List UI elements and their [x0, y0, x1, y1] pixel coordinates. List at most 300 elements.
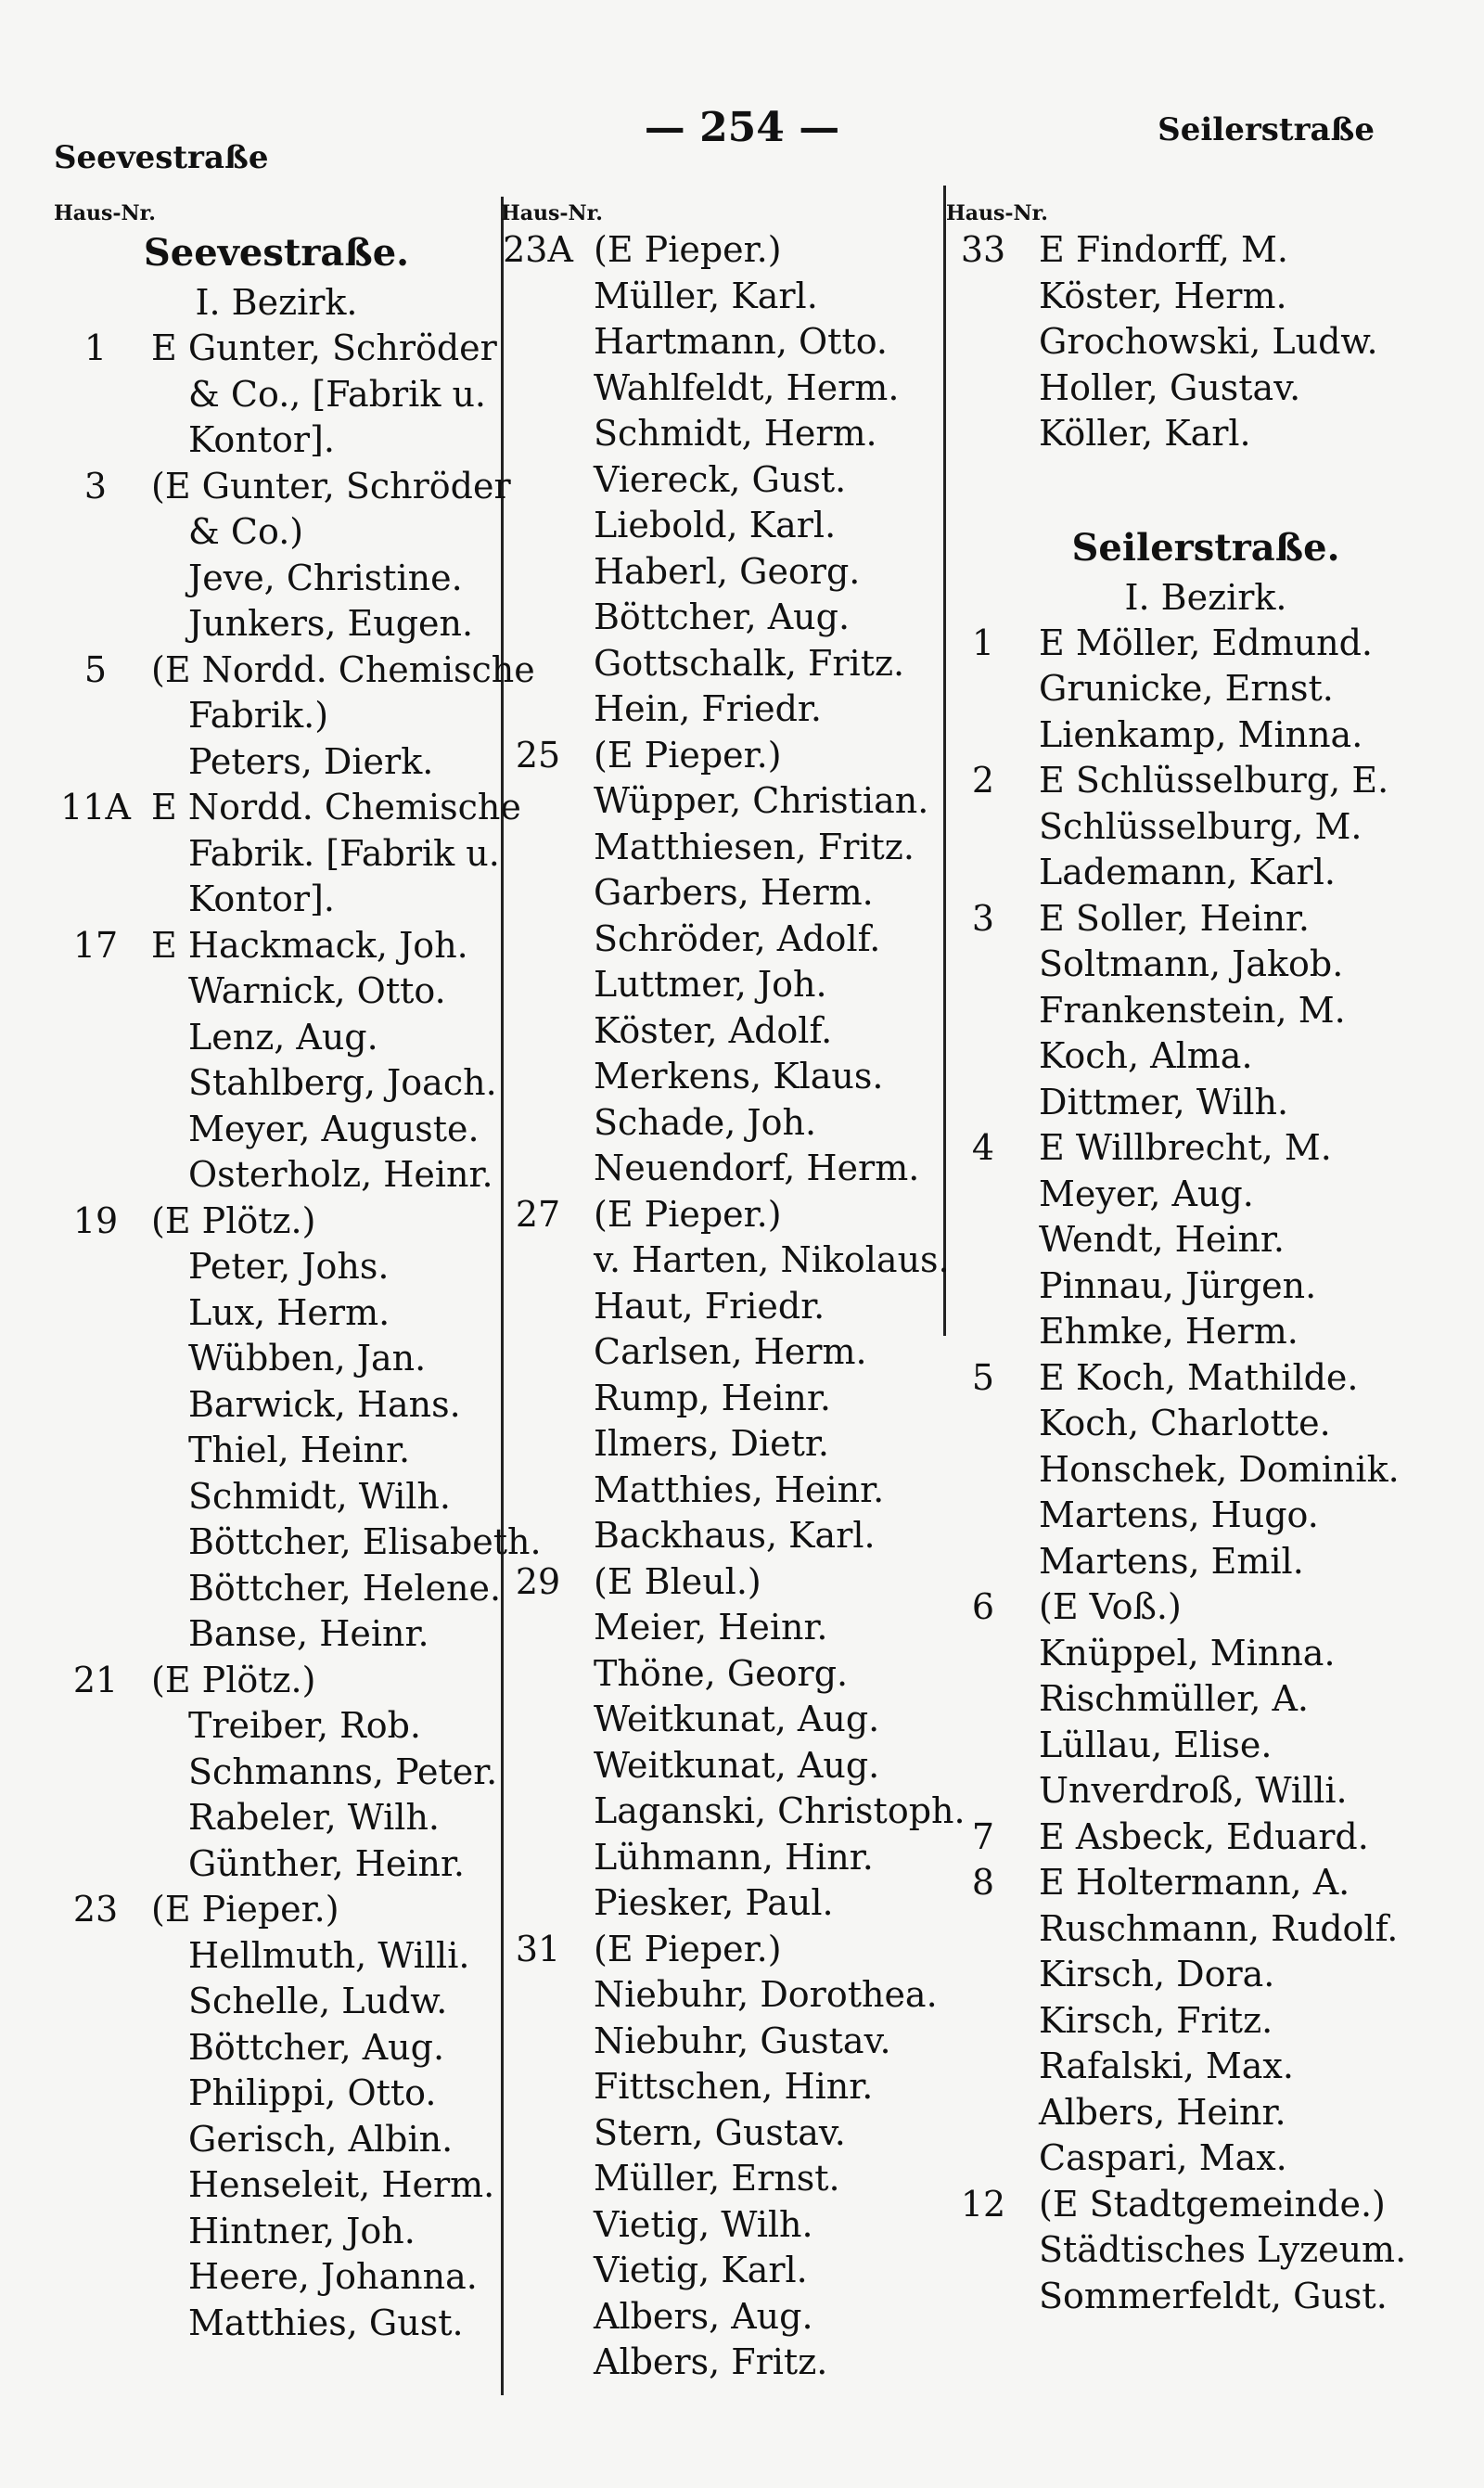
- entry-text: Ruschmann, Rudolf.: [1039, 1907, 1399, 1949]
- entry-text: Treiber, Rob.: [188, 1705, 422, 1746]
- resident-entry: [54, 1566, 502, 1612]
- house-number-label: Haus-Nr.: [501, 201, 603, 225]
- entry-text: & Co., [Fabrik u.: [188, 373, 486, 415]
- entry-text: Böttcher, Aug.: [594, 596, 851, 637]
- entry-text: Kontor].: [188, 419, 335, 460]
- entry-text: Stern, Gustav.: [594, 2111, 846, 2153]
- resident-entry: [501, 319, 941, 366]
- entry-text: Junkers, Eugen.: [188, 603, 474, 644]
- house-entry: [54, 1199, 499, 1245]
- entry-text: Lienkamp, Minna.: [1039, 713, 1363, 755]
- entry-text: Böttcher, Aug.: [188, 2026, 445, 2068]
- house-number: 6: [971, 1586, 995, 1627]
- entry-text: Carlsen, Herm.: [594, 1331, 867, 1372]
- house-entry: [54, 648, 535, 694]
- entry-text: Jeve, Christine.: [188, 557, 463, 598]
- entry-text: Laganski, Christoph.: [594, 1790, 966, 1831]
- resident-entry: [946, 1033, 1465, 1080]
- resident-entry: [54, 1611, 499, 1658]
- entry-text: Schmidt, Wilh.: [188, 1475, 451, 1517]
- entry-text: Kirsch, Fritz.: [1039, 1999, 1273, 2041]
- resident-entry: [501, 1146, 941, 1192]
- section-gap: [946, 457, 1465, 504]
- entry-text: E Holtermann, A.: [1039, 1862, 1350, 1903]
- house-entry: [501, 1927, 941, 1973]
- resident-entry: [501, 2156, 941, 2202]
- resident-entry: [501, 1238, 950, 1284]
- entry-text: Peters, Dierk.: [188, 740, 434, 782]
- resident-entry: [946, 666, 1465, 712]
- resident-entry: [501, 1651, 941, 1698]
- entry-text: Schmanns, Peter.: [188, 1751, 498, 1792]
- entry-text: Köster, Herm.: [1039, 275, 1287, 316]
- entry-text: E Gunter, Schröder: [151, 327, 497, 368]
- page-number: — 254 —: [644, 104, 840, 151]
- column-2: [501, 199, 966, 2386]
- resident-entry: [501, 1468, 941, 1514]
- entry-text: Fabrik. [Fabrik u.: [188, 832, 500, 874]
- entry-text: & Co.): [188, 511, 304, 552]
- resident-entry: [501, 1513, 941, 1559]
- house-number: 29: [515, 1560, 561, 1602]
- resident-entry: [501, 1743, 941, 1789]
- entry-text: Pinnau, Jürgen.: [1039, 1264, 1317, 1306]
- running-head-left: Seevestraße: [54, 139, 269, 176]
- entry-text: Grochowski, Ludw.: [1039, 321, 1378, 362]
- entry-text: Gottschalk, Fritz.: [594, 642, 905, 684]
- entry-text: Rischmüller, A.: [1039, 1678, 1309, 1719]
- entry-text: Koch, Alma.: [1039, 1035, 1253, 1076]
- entry-text: Stahlberg, Joach.: [188, 1062, 497, 1103]
- entry-text: Honschek, Dominik.: [1039, 1448, 1400, 1490]
- resident-entry: [946, 1080, 1465, 1126]
- resident-entry: [501, 1880, 941, 1927]
- resident-entry: [54, 372, 499, 418]
- entry-text: Meier, Heinr.: [594, 1607, 828, 1648]
- entry-text: Soltmann, Jakob.: [1039, 943, 1344, 984]
- resident-entry: [54, 417, 499, 464]
- entry-text: Matthies, Heinr.: [594, 1468, 885, 1510]
- resident-entry: [501, 2294, 941, 2341]
- house-number-label: Haus-Nr.: [54, 201, 156, 225]
- resident-entry: [946, 1631, 1465, 1677]
- house-entry: [946, 1860, 1465, 1906]
- entry-text: Vietig, Wilh.: [594, 2203, 813, 2245]
- resident-entry: [54, 1060, 499, 1107]
- house-number: 17: [72, 924, 119, 966]
- house-number: 27: [515, 1193, 561, 1235]
- resident-entry: [946, 1263, 1465, 1310]
- house-entry: [946, 227, 1465, 274]
- resident-entry: [946, 411, 1465, 457]
- house-number: 19: [72, 1199, 119, 1241]
- entry-text: Rafalski, Max.: [1039, 2046, 1294, 2086]
- entry-text: Matthies, Gust.: [188, 2302, 464, 2343]
- resident-entry: [54, 1428, 499, 1474]
- house-number: 2: [971, 760, 995, 801]
- resident-entry: [501, 641, 941, 687]
- entry-text: Böttcher, Helene.: [188, 1567, 502, 1609]
- entry-list: [501, 227, 966, 2386]
- entry-text: Wendt, Heinr.: [1039, 1219, 1285, 1260]
- entry-text: (E Pieper.): [594, 1928, 782, 1969]
- entry-text: Martens, Emil.: [1039, 1540, 1304, 1582]
- entry-text: (E Pieper.): [151, 1889, 339, 1930]
- entry-text: Vietig, Karl.: [594, 2250, 808, 2290]
- entry-text: Fabrik.): [188, 695, 329, 736]
- entry-text: Banse, Heinr.: [188, 1613, 429, 1654]
- entry-list: [946, 227, 1465, 457]
- entry-text: Rump, Heinr.: [594, 1377, 831, 1418]
- resident-entry: [501, 917, 941, 963]
- running-head-right: Seilerstraße: [1158, 111, 1375, 148]
- house-entry: [501, 733, 941, 779]
- entry-text: Lenz, Aug.: [188, 1016, 378, 1058]
- resident-entry: [501, 2340, 941, 2386]
- resident-entry: [501, 1697, 941, 1743]
- resident-entry: [946, 1493, 1465, 1539]
- resident-entry: [501, 1284, 941, 1330]
- entry-text: Weitkunat, Aug.: [594, 1744, 880, 1786]
- entry-text: Böttcher, Elisabeth.: [188, 1521, 542, 1562]
- resident-entry: [501, 2019, 941, 2065]
- resident-entry: [501, 2202, 941, 2249]
- entry-text: E Nordd. Chemische: [151, 787, 521, 827]
- resident-entry: [946, 2090, 1465, 2136]
- resident-entry: [54, 877, 499, 923]
- entry-text: Albers, Fritz.: [594, 2341, 828, 2382]
- house-number: 12: [960, 2183, 1006, 2225]
- house-number-label: Haus-Nr.: [946, 201, 1048, 225]
- entry-text: Niebuhr, Gustav.: [594, 2020, 891, 2061]
- resident-entry: [946, 1906, 1465, 1953]
- entry-text: E Willbrecht, M.: [1039, 1127, 1332, 1168]
- resident-entry: [501, 1421, 941, 1468]
- resident-entry: [946, 319, 1465, 366]
- entry-text: Kirsch, Dora.: [1039, 1954, 1275, 1994]
- resident-entry: [946, 1309, 1465, 1355]
- resident-entry: [501, 457, 941, 504]
- entry-text: Martens, Hugo.: [1039, 1494, 1319, 1535]
- resident-entry: [501, 825, 941, 871]
- house-number: 31: [515, 1928, 561, 1969]
- resident-entry: [54, 1382, 499, 1429]
- entry-text: Caspari, Max.: [1039, 2137, 1287, 2178]
- house-entry: [54, 785, 521, 831]
- resident-entry: [501, 962, 941, 1008]
- entry-text: Wahlfeldt, Herm.: [594, 366, 900, 408]
- entry-text: Müller, Ernst.: [594, 2158, 840, 2199]
- entry-text: Lühmann, Hinr.: [594, 1836, 874, 1878]
- house-number: 8: [971, 1862, 995, 1903]
- entry-text: Hellmuth, Willi.: [188, 1934, 470, 1976]
- resident-entry: [946, 804, 1465, 851]
- entry-text: Barwick, Hans.: [188, 1383, 461, 1425]
- house-entry: [946, 758, 1465, 804]
- resident-entry: [946, 850, 1465, 896]
- resident-entry: [54, 1795, 499, 1841]
- resident-entry: [54, 1107, 499, 1153]
- resident-entry: [54, 2209, 499, 2255]
- entry-text: Albers, Aug.: [594, 2295, 813, 2337]
- resident-entry: [501, 503, 941, 549]
- entry-text: Wüpper, Christian.: [594, 780, 929, 821]
- house-number: 33: [960, 229, 1006, 270]
- resident-entry: [946, 274, 1465, 320]
- resident-entry: [54, 2301, 499, 2347]
- house-entry: [501, 1192, 941, 1238]
- resident-entry: [501, 870, 941, 917]
- house-entry: [54, 1658, 499, 1704]
- resident-entry: [54, 739, 499, 786]
- entry-text: Garbers, Herm.: [594, 872, 874, 913]
- entry-text: Luttmer, Joh.: [594, 964, 827, 1005]
- resident-entry: [946, 1952, 1465, 1998]
- entry-text: Peter, Johs.: [188, 1246, 390, 1287]
- street-heading: Seevestraße.: [143, 231, 410, 275]
- resident-entry: [946, 1172, 1465, 1218]
- house-entry: [946, 1355, 1465, 1402]
- house-entry: [946, 1584, 1465, 1631]
- entry-text: Ehmke, Herm.: [1039, 1311, 1298, 1352]
- resident-entry: [501, 1605, 941, 1651]
- entry-text: Hartmann, Otto.: [594, 321, 889, 362]
- entry-text: Backhaus, Karl.: [594, 1515, 876, 1556]
- resident-entry: [54, 509, 499, 556]
- entry-text: Sommerfeldt, Gust.: [1039, 2275, 1388, 2316]
- house-entry: [501, 1559, 941, 1606]
- entry-list: [946, 621, 1465, 2320]
- resident-entry: [54, 1336, 499, 1382]
- resident-entry: [54, 1290, 499, 1337]
- entry-text: Dittmer, Wilh.: [1039, 1081, 1289, 1122]
- entry-text: Köster, Adolf.: [594, 1009, 833, 1051]
- house-entry: [54, 923, 499, 969]
- entry-text: (E Pieper.): [594, 229, 782, 270]
- house-number: 3: [971, 897, 995, 939]
- district-heading: I. Bezirk.: [195, 282, 358, 323]
- entry-text: (E Nordd. Chemische: [151, 648, 535, 690]
- resident-entry: [501, 1972, 941, 2019]
- entry-text: Schlüsselburg, M.: [1039, 805, 1362, 847]
- resident-entry: [54, 1933, 499, 1980]
- resident-entry: [946, 366, 1465, 412]
- house-number: 3: [83, 465, 108, 507]
- resident-entry: [946, 1217, 1465, 1263]
- resident-entry: [501, 778, 941, 825]
- house-entry: [54, 1887, 499, 1933]
- entry-text: Osterholz, Heinr.: [188, 1154, 493, 1195]
- resident-entry: [946, 1539, 1465, 1585]
- entry-text: Ilmers, Dietr.: [594, 1423, 829, 1464]
- page-header: [0, 0, 1484, 186]
- resident-entry: [54, 968, 499, 1015]
- house-entry: [946, 896, 1465, 943]
- entry-text: Hintner, Joh.: [188, 2210, 416, 2251]
- house-number: 25: [515, 734, 561, 776]
- entry-text: Holler, Gustav.: [1039, 366, 1301, 408]
- resident-entry: [946, 942, 1465, 988]
- entry-text: E Hackmack, Joh.: [151, 924, 468, 966]
- entry-text: (E Plötz.): [151, 1659, 316, 1700]
- resident-entry: [501, 1100, 941, 1147]
- entry-text: Rabeler, Wilh.: [188, 1797, 440, 1838]
- entry-text: Müller, Karl.: [594, 275, 818, 316]
- house-number: 23A: [503, 229, 573, 270]
- resident-entry: [54, 831, 499, 878]
- entry-text: Meyer, Auguste.: [188, 1108, 480, 1149]
- resident-entry: [501, 366, 941, 412]
- resident-entry: [946, 1998, 1465, 2045]
- resident-entry: [54, 1750, 499, 1796]
- entry-text: Haut, Friedr.: [594, 1285, 825, 1327]
- entry-text: (E Stadtgemeinde.): [1039, 2183, 1386, 2225]
- house-number: 23: [72, 1889, 119, 1930]
- resident-entry: [501, 1835, 941, 1881]
- resident-entry: [54, 1520, 542, 1566]
- entry-text: Merkens, Klaus.: [594, 1056, 884, 1097]
- resident-entry: [54, 1979, 499, 2025]
- resident-entry: [946, 1768, 1465, 1815]
- resident-entry: [501, 1008, 941, 1055]
- entry-text: v. Harten, Nikolaus.: [594, 1239, 950, 1280]
- entry-text: Haberl, Georg.: [594, 550, 861, 592]
- house-number: 4: [971, 1127, 995, 1168]
- entry-text: (E Gunter, Schröder: [151, 465, 511, 507]
- house-entry: [946, 1815, 1465, 1861]
- resident-entry: [501, 1329, 941, 1376]
- house-number: 5: [83, 648, 108, 690]
- resident-entry: [54, 1244, 499, 1290]
- resident-entry: [946, 1676, 1465, 1723]
- entry-text: (E Bleul.): [594, 1560, 761, 1602]
- entry-text: Grunicke, Ernst.: [1039, 668, 1334, 709]
- house-entry: [946, 1125, 1465, 1172]
- resident-entry: [501, 2110, 941, 2157]
- entry-text: E Koch, Mathilde.: [1039, 1356, 1359, 1398]
- house-entry: [946, 621, 1465, 667]
- district-heading: I. Bezirk.: [1124, 576, 1287, 618]
- resident-entry: [501, 411, 941, 457]
- resident-entry: [946, 2274, 1465, 2320]
- resident-entry: [54, 601, 499, 648]
- resident-entry: [501, 2248, 941, 2294]
- entry-text: Knüppel, Minna.: [1039, 1632, 1336, 1674]
- entry-text: Köller, Karl.: [1039, 413, 1251, 454]
- entry-text: Thiel, Heinr.: [188, 1430, 411, 1470]
- resident-entry: [54, 2117, 499, 2163]
- entry-text: Heere, Johanna.: [188, 2256, 478, 2297]
- entry-text: (E Plötz.): [151, 1199, 316, 1241]
- entry-text: Wübben, Jan.: [188, 1338, 427, 1379]
- section-gap: [946, 504, 1465, 522]
- entry-text: E Asbeck, Eduard.: [1039, 1815, 1369, 1857]
- entry-text: (E Pieper.): [594, 1193, 782, 1235]
- house-number: 21: [72, 1659, 119, 1700]
- resident-entry: [501, 1054, 941, 1100]
- resident-entry: [54, 1841, 499, 1888]
- entry-text: Lux, Herm.: [188, 1291, 390, 1333]
- entry-text: Warnick, Otto.: [188, 970, 446, 1011]
- entry-text: (E Voß.): [1039, 1586, 1182, 1627]
- resident-entry: [501, 2064, 941, 2110]
- resident-entry: [54, 1703, 499, 1750]
- resident-entry: [501, 549, 941, 596]
- entry-text: E Soller, Heinr.: [1039, 897, 1310, 939]
- resident-entry: [54, 556, 499, 602]
- entry-text: Unverdroß, Willi.: [1039, 1770, 1348, 1811]
- resident-entry: [501, 1376, 941, 1422]
- resident-entry: [501, 274, 941, 320]
- resident-entry: [54, 693, 499, 739]
- entry-text: Lüllau, Elise.: [1039, 1724, 1273, 1765]
- entry-text: Lademann, Karl.: [1039, 852, 1336, 892]
- house-entry: [946, 2182, 1465, 2228]
- resident-entry: [946, 2044, 1465, 2090]
- entry-text: Günther, Heinr.: [188, 1842, 466, 1884]
- entry-text: Neuendorf, Herm.: [594, 1148, 920, 1188]
- entry-text: Städtisches Lyzeum.: [1039, 2229, 1407, 2270]
- house-entry: [54, 326, 499, 372]
- column-3: [946, 199, 1465, 2319]
- entry-text: Hein, Friedr.: [594, 688, 822, 729]
- entry-text: Schmidt, Herm.: [594, 413, 877, 454]
- entry-text: Fittschen, Hinr.: [594, 2066, 874, 2107]
- street-heading: Seilerstraße.: [1071, 525, 1340, 570]
- resident-entry: [54, 1474, 499, 1520]
- entry-text: E Schlüsselburg, E.: [1039, 760, 1389, 801]
- entry-text: Niebuhr, Dorothea.: [594, 1974, 938, 2015]
- house-number: 5: [971, 1356, 995, 1398]
- entry-text: Philippi, Otto.: [188, 2072, 437, 2113]
- resident-entry: [501, 686, 941, 733]
- entry-text: Matthiesen, Fritz.: [594, 826, 915, 867]
- entry-text: Koch, Charlotte.: [1039, 1403, 1331, 1443]
- resident-entry: [54, 2025, 499, 2071]
- house-number: 1: [971, 622, 995, 663]
- house-entry: [501, 227, 941, 274]
- resident-entry: [54, 2254, 499, 2301]
- resident-entry: [54, 1015, 499, 1061]
- entry-text: E Möller, Edmund.: [1039, 622, 1373, 663]
- resident-entry: [501, 1789, 966, 1835]
- entry-text: Kontor].: [188, 878, 335, 919]
- resident-entry: [946, 2227, 1465, 2274]
- entry-text: Henseleit, Herm.: [188, 2164, 495, 2205]
- entry-text: (E Pieper.): [594, 734, 782, 776]
- resident-entry: [501, 595, 941, 641]
- entry-text: Viereck, Gust.: [594, 458, 847, 500]
- resident-entry: [946, 988, 1465, 1034]
- resident-entry: [946, 2135, 1465, 2182]
- house-number: 11A: [60, 787, 131, 827]
- house-number: 7: [971, 1815, 995, 1857]
- entry-text: Piesker, Paul.: [594, 1882, 834, 1923]
- entry-text: Meyer, Aug.: [1039, 1173, 1254, 1214]
- house-number: 1: [83, 327, 108, 368]
- resident-entry: [54, 2071, 499, 2117]
- resident-entry: [54, 1152, 499, 1199]
- resident-entry: [946, 1447, 1465, 1494]
- resident-entry: [946, 1401, 1465, 1447]
- entry-text: Schelle, Ludw.: [188, 1981, 448, 2021]
- entry-text: Schade, Joh.: [594, 1101, 817, 1143]
- house-entry: [54, 464, 511, 510]
- entry-text: Schröder, Adolf.: [594, 917, 881, 959]
- entry-text: E Findorff, M.: [1039, 229, 1288, 270]
- entry-text: Frankenstein, M.: [1039, 989, 1346, 1031]
- resident-entry: [54, 2162, 499, 2209]
